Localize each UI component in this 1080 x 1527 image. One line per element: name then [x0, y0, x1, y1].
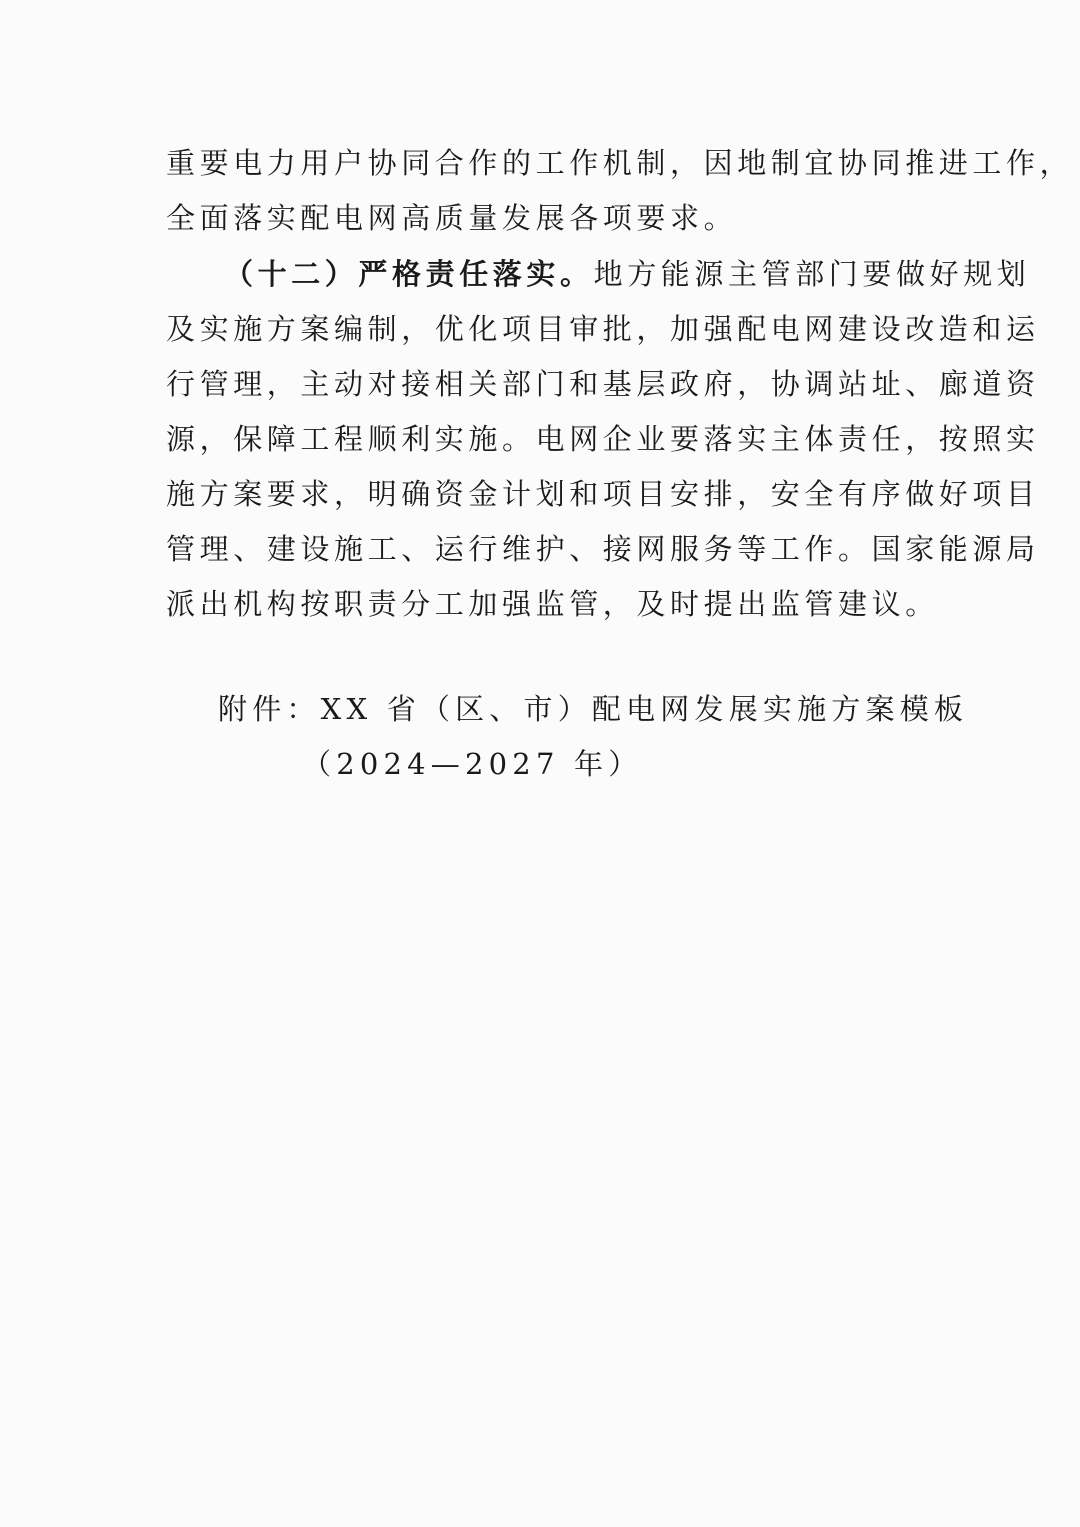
section-heading: （十二）严格责任落实。 [224, 257, 594, 291]
text-line [166, 247, 1031, 302]
text-line: 重要电力用户协同合作的工作机制，因地制宜协同推进工作， [166, 146, 1074, 180]
paragraph-section-twelve [166, 247, 1040, 632]
attachment-title: 附件：XX 省（区、市）配电网发展实施方案模板 [218, 692, 969, 726]
attachment-period: （2024—2027 年） [302, 747, 643, 781]
text-line: 全面落实配电网高质量发展各项要求。 [166, 201, 738, 235]
text-line: 行管理，主动对接相关部门和基层政府，协调站址、廊道资 [166, 367, 1040, 401]
paragraph-intro [166, 136, 1074, 246]
text-fragment: 地方能源主管部门要做好规划 [593, 257, 1031, 291]
attachment-note [218, 682, 968, 792]
text-line: 施方案要求，明确资金计划和项目安排，安全有序做好项目 [166, 477, 1040, 511]
text-line: 派出机构按职责分工加强监管，及时提出监管建议。 [166, 587, 939, 621]
text-line: 管理、建设施工、运行维护、接网服务等工作。国家能源局 [166, 532, 1040, 566]
text-line: 及实施方案编制，优化项目审批，加强配电网建设改造和运 [166, 312, 1040, 346]
text-line: 源，保障工程顺利实施。电网企业要落实主体责任，按照实 [166, 422, 1040, 456]
